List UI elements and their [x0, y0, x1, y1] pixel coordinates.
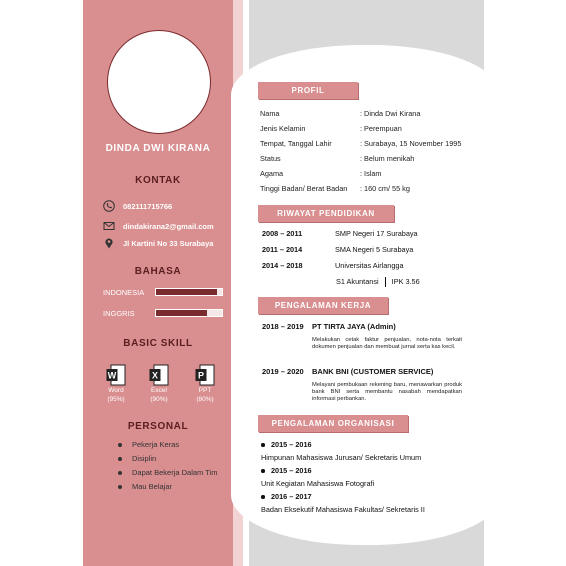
svg-text:W: W [107, 370, 117, 381]
organization-role: Himpunan Mahasiswa Jurusan/ Sekretaris Umum [261, 453, 422, 462]
skill-excel [144, 364, 174, 404]
skill-name: Word [108, 387, 124, 394]
language-label: INGGRIS [103, 308, 135, 318]
profil-key: Jenis Kelamin [260, 124, 306, 133]
education-degree: S1 Akuntansi [336, 277, 379, 286]
skill-name: Excel [151, 387, 167, 394]
language-indonesia [103, 286, 223, 298]
skill-percent: (95%) [107, 396, 125, 403]
resume-page [83, 0, 484, 566]
skill-percent: (90%) [150, 396, 168, 403]
job-company: PT TIRTA JAYA (Admin) [312, 322, 396, 331]
contact-title: KONTAK [135, 175, 181, 186]
organization-years: 2015 – 2016 [261, 438, 425, 451]
language-level-bar [155, 288, 223, 296]
job-description: Melayani pembukaan rekening baru, menawarkan produk bank BNI serta membantu nasabah mendapatkan informasi perbankan. [312, 382, 462, 402]
job-company: BANK BNI (CUSTOMER SERVICE) [312, 367, 434, 376]
location-pin-icon [103, 237, 115, 249]
job-title [262, 322, 396, 331]
resume-name: DINDA DWI KIRANA [105, 143, 211, 154]
profil-value: : Perempuan [360, 124, 402, 133]
education-years: 2014 – 2018 [262, 261, 303, 270]
contact-address [103, 236, 213, 250]
sidebar [83, 0, 233, 566]
education-school: Universitas Airlangga [335, 261, 404, 270]
profil-key: Tempat, Tanggal Lahir [260, 139, 332, 148]
pendidikan-heading: RIWAYAT PENDIDIKAN [258, 205, 394, 222]
profil-key: Agama [260, 169, 284, 178]
svg-text:X: X [151, 370, 159, 381]
list-item: Pekerja Keras [118, 438, 217, 452]
contact-address-text: Jl Kartini No 33 Surabaya [123, 238, 214, 248]
phone-icon [103, 200, 115, 212]
profil-heading: PROFIL [258, 82, 358, 99]
personal-list [118, 438, 217, 494]
profil-value: : Surabaya, 15 November 1995 [360, 139, 462, 148]
mail-icon [103, 220, 115, 232]
skill-percent: (80%) [196, 396, 214, 403]
word-icon [106, 364, 126, 386]
organisasi-heading: PENGALAMAN ORGANISASI [258, 415, 408, 432]
powerpoint-icon [195, 364, 215, 386]
list-item: Dapat Bekerja Dalam Tim [118, 466, 217, 480]
organization-list [261, 438, 425, 516]
profil-key: Tinggi Badan/ Berat Badan [260, 184, 348, 193]
profile-photo [107, 30, 211, 134]
profil-value: : Dinda Dwi Kirana [360, 109, 421, 118]
job-years: 2019 – 2020 [262, 367, 304, 376]
profil-key: Status [260, 154, 281, 163]
education-years: 2008 – 2011 [262, 229, 303, 238]
education-school: SMA Negeri 5 Surabaya [335, 245, 414, 254]
language-label: INDONESIA [103, 287, 145, 297]
skill-name: PPT [198, 387, 212, 394]
education-degree-row [336, 275, 420, 289]
language-title: BAHASA [134, 266, 182, 277]
organization-role: Badan Eksekutif Mahasiswa Fakultas/ Sekretaris II [261, 505, 425, 514]
profil-value: : Belum menikah [360, 154, 415, 163]
organization-years: 2015 – 2016 [261, 464, 425, 477]
svg-text:P: P [197, 370, 205, 381]
personal-title: PERSONAL [127, 421, 189, 432]
language-inggris [103, 307, 223, 319]
job-description: Melakukan cetak faktur penjualan, nota-nota terkait dokumen penjualan dan membuat jurnal serta kas kecil. [312, 337, 462, 350]
separator [385, 277, 386, 287]
education-ipk: IPK 3.56 [391, 277, 420, 286]
skill-ppt [190, 364, 220, 404]
skill-title: BASIC SKILL [123, 338, 193, 349]
education-years: 2011 – 2014 [262, 245, 303, 254]
contact-phone-text: 082111715766 [123, 201, 173, 211]
education-school: SMP Negeri 17 Surabaya [335, 229, 418, 238]
pengalaman-heading: PENGALAMAN KERJA [258, 297, 388, 314]
skill-word [101, 364, 131, 404]
list-item: Mau Belajar [118, 480, 217, 494]
profil-value: : 160 cm/ 55 kg [360, 184, 410, 193]
language-level-bar [155, 309, 223, 317]
contact-email [103, 219, 214, 233]
contact-phone [103, 199, 172, 213]
organization-years: 2016 – 2017 [261, 490, 425, 503]
organization-role: Unit Kegiatan Mahasiswa Fotografi [261, 479, 375, 488]
job-title [262, 367, 433, 376]
excel-icon [149, 364, 169, 386]
profil-value: : Islam [360, 169, 382, 178]
job-years: 2018 – 2019 [262, 322, 304, 331]
profil-key: Nama [260, 109, 280, 118]
contact-email-text: dindakirana2@gmail.com [123, 221, 214, 231]
list-item: Disiplin [118, 452, 217, 466]
